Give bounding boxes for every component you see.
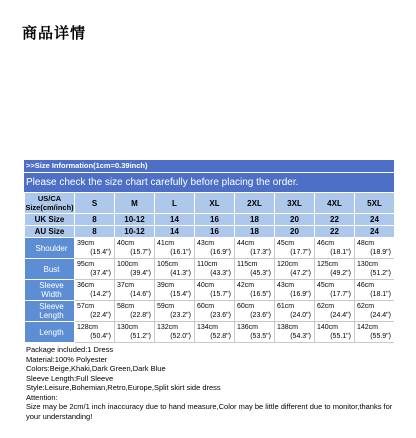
inch-value: (23.6") xyxy=(210,312,231,319)
inch-value: (55.1") xyxy=(330,333,351,340)
measure-cell xyxy=(275,322,315,343)
inch-value: (51.2") xyxy=(130,333,151,340)
table-row xyxy=(25,259,395,280)
inch-value: (16.1") xyxy=(170,249,191,256)
note-line: Attention: xyxy=(26,392,58,402)
us-size-cell: 2XL xyxy=(235,193,275,214)
au-size-cell: 8 xyxy=(75,226,115,238)
us-size-cell: S xyxy=(75,193,115,214)
us-size-cell: 5XL xyxy=(355,193,395,214)
cm-value: 60cm xyxy=(237,303,255,310)
inch-value: (23.6") xyxy=(250,312,271,319)
measure-cell xyxy=(315,301,355,322)
uk-label: UK Size xyxy=(25,214,75,226)
inch-value: (41.3") xyxy=(170,270,191,277)
us-size-cell: XL xyxy=(195,193,235,214)
uk-size-cell: 18 xyxy=(235,214,275,226)
cm-value: 40cm xyxy=(197,282,215,289)
measure-label: Sleeve Width xyxy=(25,280,75,301)
size-info-panel xyxy=(24,160,394,436)
inch-value: (16.9") xyxy=(290,291,311,298)
note-line: Sleeve Length:Full Sleeve xyxy=(26,373,114,383)
cm-value: 42cm xyxy=(237,282,255,289)
measure-cell xyxy=(115,322,155,343)
au-label: AU Size xyxy=(25,226,75,238)
uk-size-cell: 16 xyxy=(195,214,235,226)
product-notes xyxy=(24,345,394,421)
measure-cell xyxy=(155,322,195,343)
us-size-cell: L xyxy=(155,193,195,214)
cm-value: 140cm xyxy=(317,324,339,331)
uk-size-cell: 14 xyxy=(155,214,195,226)
inch-value: (15.7") xyxy=(130,249,151,256)
inch-value: (15.4") xyxy=(170,291,191,298)
cm-value: 46cm xyxy=(357,282,375,289)
corner-label: US/CA Size(cm/inch) xyxy=(25,194,74,212)
inch-value: (55.9") xyxy=(370,333,391,340)
inch-value: (45.3") xyxy=(250,270,271,277)
uk-size-cell: 24 xyxy=(355,214,395,226)
inch-value: (52.8") xyxy=(210,333,231,340)
cm-value: 59cm xyxy=(157,303,175,310)
measure-cell xyxy=(195,238,235,259)
cm-value: 115cm xyxy=(237,261,258,268)
inch-value: (17.7") xyxy=(330,291,351,298)
cm-value: 100cm xyxy=(117,261,139,268)
cm-value: 58cm xyxy=(117,303,135,310)
uk-size-cell: 22 xyxy=(315,214,355,226)
size-check-banner: Please check the size chart carefully before placing the order. xyxy=(24,173,394,192)
inch-value: (53.5") xyxy=(250,333,271,340)
au-size-cell: 24 xyxy=(355,226,395,238)
note-line: Colors:Beige,Khaki,Dark Green,Dark Blue xyxy=(26,364,166,373)
cm-value: 40cm xyxy=(117,240,135,247)
size-table xyxy=(24,192,394,343)
measure-cell xyxy=(315,238,355,259)
measure-cell xyxy=(235,259,275,280)
measure-label: Shoulder xyxy=(25,238,75,259)
inch-value: (18.1") xyxy=(330,249,351,256)
inch-value: (47.2") xyxy=(290,270,311,277)
measure-cell xyxy=(355,301,395,322)
measure-cell xyxy=(275,280,315,301)
cm-value: 57cm xyxy=(77,303,95,310)
inch-value: (37.4") xyxy=(90,270,111,277)
cm-value: 62cm xyxy=(317,303,335,310)
uk-size-cell: 20 xyxy=(275,214,315,226)
measure-cell xyxy=(235,301,275,322)
inch-value: (24.4") xyxy=(370,312,391,319)
page-title: 商品详情 xyxy=(22,24,87,42)
inch-value: (24.4") xyxy=(330,312,351,319)
cm-value: 46cm xyxy=(317,240,335,247)
au-row xyxy=(25,226,395,238)
us-size-cell: 4XL xyxy=(315,193,355,214)
cm-value: 142cm xyxy=(357,324,379,331)
cm-value: 39cm xyxy=(157,282,175,289)
measure-cell xyxy=(155,238,195,259)
inch-value: (18.1") xyxy=(370,291,391,298)
cm-value: 43cm xyxy=(277,282,295,289)
au-size-cell: 14 xyxy=(155,226,195,238)
measure-cell xyxy=(115,259,155,280)
measure-label: Length xyxy=(25,322,75,343)
au-size-cell: 10-12 xyxy=(115,226,155,238)
cm-value: 134cm xyxy=(197,324,219,331)
inch-value: (22.4") xyxy=(90,312,111,319)
measure-cell xyxy=(75,280,115,301)
measure-cell xyxy=(75,238,115,259)
cm-value: 120cm xyxy=(277,261,299,268)
measure-cell xyxy=(75,322,115,343)
inch-value: (54.3") xyxy=(290,333,311,340)
measure-cell xyxy=(275,259,315,280)
measure-cell xyxy=(155,259,195,280)
cm-value: 130cm xyxy=(117,324,139,331)
measure-cell xyxy=(275,238,315,259)
note-line: Material:100% Polyester xyxy=(26,354,108,364)
inch-value: (16.9") xyxy=(210,249,231,256)
uk-size-cell: 8 xyxy=(75,214,115,226)
table-row xyxy=(25,280,395,301)
size-header-row xyxy=(25,193,395,214)
measure-cell xyxy=(195,301,235,322)
au-size-cell: 20 xyxy=(275,226,315,238)
measure-cell xyxy=(75,301,115,322)
inch-value: (23.2") xyxy=(170,312,191,319)
inch-value: (17.7") xyxy=(290,249,311,256)
measure-cell xyxy=(115,280,155,301)
cm-value: 125cm xyxy=(317,261,339,268)
au-size-cell: 18 xyxy=(235,226,275,238)
measure-cell xyxy=(195,259,235,280)
cm-value: 62cm xyxy=(357,303,375,310)
cm-value: 41cm xyxy=(157,240,175,247)
measure-label: Sleeve Length xyxy=(25,301,75,322)
table-row xyxy=(25,238,395,259)
inch-value: (16.5") xyxy=(250,291,271,298)
cm-value: 105cm xyxy=(157,261,179,268)
cm-value: 130cm xyxy=(357,261,379,268)
inch-value: (39.4") xyxy=(130,270,151,277)
measure-cell xyxy=(235,280,275,301)
inch-value: (14.6") xyxy=(130,291,151,298)
cm-value: 48cm xyxy=(357,240,375,247)
measure-cell xyxy=(355,259,395,280)
cm-value: 132cm xyxy=(157,324,179,331)
inch-value: (15.4") xyxy=(90,249,111,256)
inch-value: (15.7") xyxy=(210,291,231,298)
inch-value: (18.9") xyxy=(370,249,391,256)
cm-value: 136cm xyxy=(237,324,259,331)
measure-cell xyxy=(315,322,355,343)
measure-cell xyxy=(75,259,115,280)
size-info-header: >>Size Information(1cm=0.39inch) xyxy=(24,160,394,173)
cm-value: 44cm xyxy=(237,240,255,247)
us-size-cell: 3XL xyxy=(275,193,315,214)
measure-cell xyxy=(315,259,355,280)
us-size-cell: M xyxy=(115,193,155,214)
measure-cell xyxy=(235,238,275,259)
note-line: Size may be 2cm/1 inch inaccuracy due to hand measure,Color may be little different due to monitor,thanks for your understanding! xyxy=(26,402,393,421)
au-size-cell: 16 xyxy=(195,226,235,238)
measure-cell xyxy=(115,301,155,322)
note-line: Package included:1 Dress xyxy=(26,345,114,354)
measure-cell xyxy=(195,322,235,343)
cm-value: 36cm xyxy=(77,282,95,289)
measure-cell xyxy=(355,322,395,343)
inch-value: (49.2") xyxy=(330,270,351,277)
au-size-cell: 22 xyxy=(315,226,355,238)
cm-value: 128cm xyxy=(77,324,99,331)
inch-value: (50.4") xyxy=(90,333,111,340)
inch-value: (22.8") xyxy=(130,312,151,319)
inch-value: (17.3") xyxy=(250,249,271,256)
inch-value: (52.0") xyxy=(170,333,191,340)
cm-value: 37cm xyxy=(117,282,135,289)
inch-value: (51.2") xyxy=(370,270,391,277)
measure-cell xyxy=(155,280,195,301)
cm-value: 95cm xyxy=(77,261,95,268)
measure-cell xyxy=(315,280,355,301)
uk-size-cell: 10-12 xyxy=(115,214,155,226)
cm-value: 45cm xyxy=(317,282,335,289)
table-row xyxy=(25,322,395,343)
cm-value: 61cm xyxy=(277,303,295,310)
cm-value: 110cm xyxy=(197,261,218,268)
inch-value: (14.2") xyxy=(90,291,111,298)
measure-cell xyxy=(275,301,315,322)
cm-value: 45cm xyxy=(277,240,295,247)
cm-value: 138cm xyxy=(277,324,299,331)
measure-cell xyxy=(115,238,155,259)
cm-value: 43cm xyxy=(197,240,215,247)
measure-cell xyxy=(155,301,195,322)
inch-value: (43.3") xyxy=(210,270,231,277)
table-row xyxy=(25,301,395,322)
cm-value: 60cm xyxy=(197,303,215,310)
uk-row xyxy=(25,214,395,226)
note-line: Style:Leisure,Bohemian,Retro,Europe,Split skirt side dress xyxy=(26,383,221,392)
measure-cell xyxy=(235,322,275,343)
measure-cell xyxy=(355,280,395,301)
measure-label: Bust xyxy=(25,259,75,280)
measure-cell xyxy=(195,280,235,301)
inch-value: (24.0") xyxy=(290,312,311,319)
cm-value: 39cm xyxy=(77,240,95,247)
measure-cell xyxy=(355,238,395,259)
